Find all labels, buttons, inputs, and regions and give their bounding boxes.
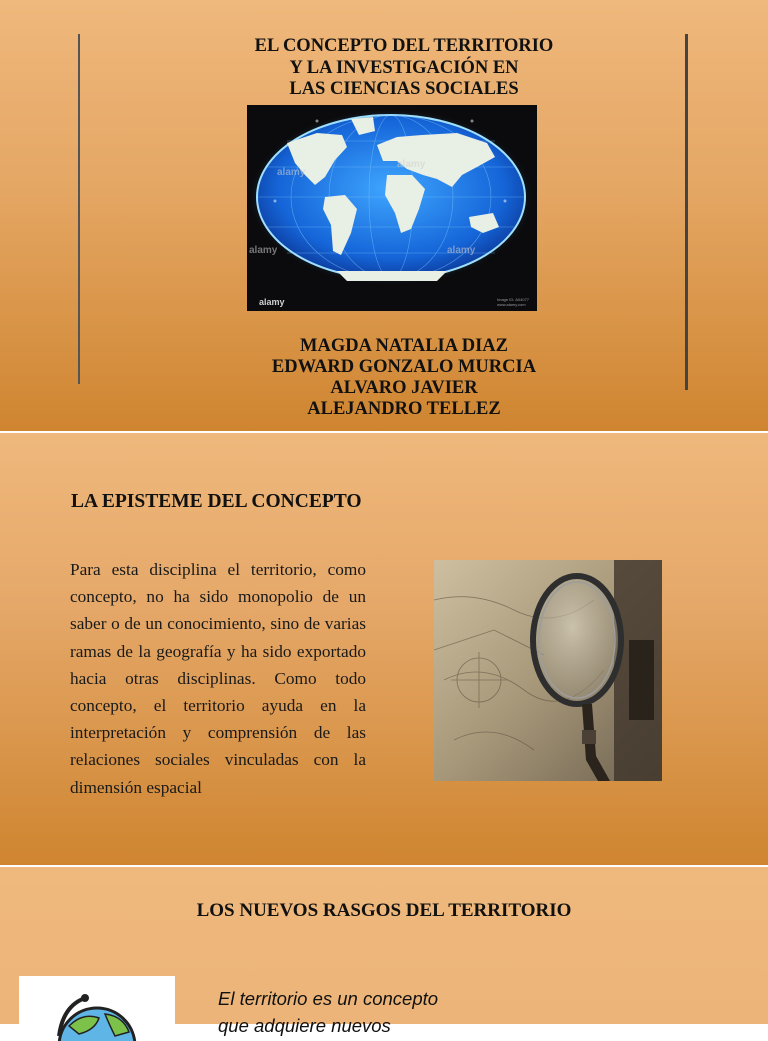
right-divider-line — [685, 34, 688, 390]
svg-text:www.alamy.com: www.alamy.com — [497, 302, 526, 307]
svg-text:alamy: alamy — [277, 167, 306, 178]
svg-text:alamy: alamy — [259, 297, 285, 307]
svg-text:alamy: alamy — [397, 159, 426, 170]
author-name: EDWARD GONZALO MURCIA — [271, 357, 537, 377]
title-line: EL CONCEPTO DEL TERRITORIO — [254, 36, 554, 56]
slide-episteme — [0, 433, 768, 865]
magnifying-glass-icon — [434, 560, 662, 781]
globe-clipart-image — [19, 976, 175, 1036]
slide-nuevos-rasgos — [0, 867, 768, 1036]
globe-icon — [19, 976, 175, 1036]
world-map-image — [247, 105, 537, 311]
svg-text:alamy: alamy — [447, 245, 476, 256]
section-heading: LOS NUEVOS RASGOS DEL TERRITORIO — [196, 900, 572, 921]
intro-text-line: que adquiere nuevos — [218, 1015, 391, 1036]
svg-text:alamy: alamy — [249, 245, 278, 256]
svg-text:Image ID: A04077: Image ID: A04077 — [497, 297, 530, 302]
left-divider-line — [78, 34, 80, 384]
author-name: MAGDA NATALIA DIAZ — [300, 336, 508, 356]
author-name: ALEJANDRO TELLEZ — [307, 399, 501, 419]
author-name: ALVARO JAVIER — [330, 378, 478, 398]
world-map-icon — [247, 105, 537, 311]
authors-list — [200, 336, 608, 420]
body-paragraph: Para esta disciplina el territorio, como concepto, no ha sido monopolio de un saber o de un conocimiento, sino de varias ramas de la geografía y ha sido exportado hacia otras disciplinas. Como todo concepto, el territorio ayuda en la interpretación y comprensión de las relaciones sociales vinculadas con la dimensión espacial — [70, 560, 366, 797]
intro-text — [218, 985, 518, 1039]
title-line: Y LA INVESTIGACIÓN EN — [289, 57, 519, 78]
section-heading: LA EPISTEME DEL CONCEPTO — [71, 491, 362, 512]
magnifying-glass-image — [434, 560, 662, 781]
presentation-title — [150, 36, 658, 101]
intro-text-line: El territorio es un concepto — [218, 988, 439, 1009]
slide-title — [0, 0, 768, 431]
title-line: LAS CIENCIAS SOCIALES — [289, 79, 519, 99]
